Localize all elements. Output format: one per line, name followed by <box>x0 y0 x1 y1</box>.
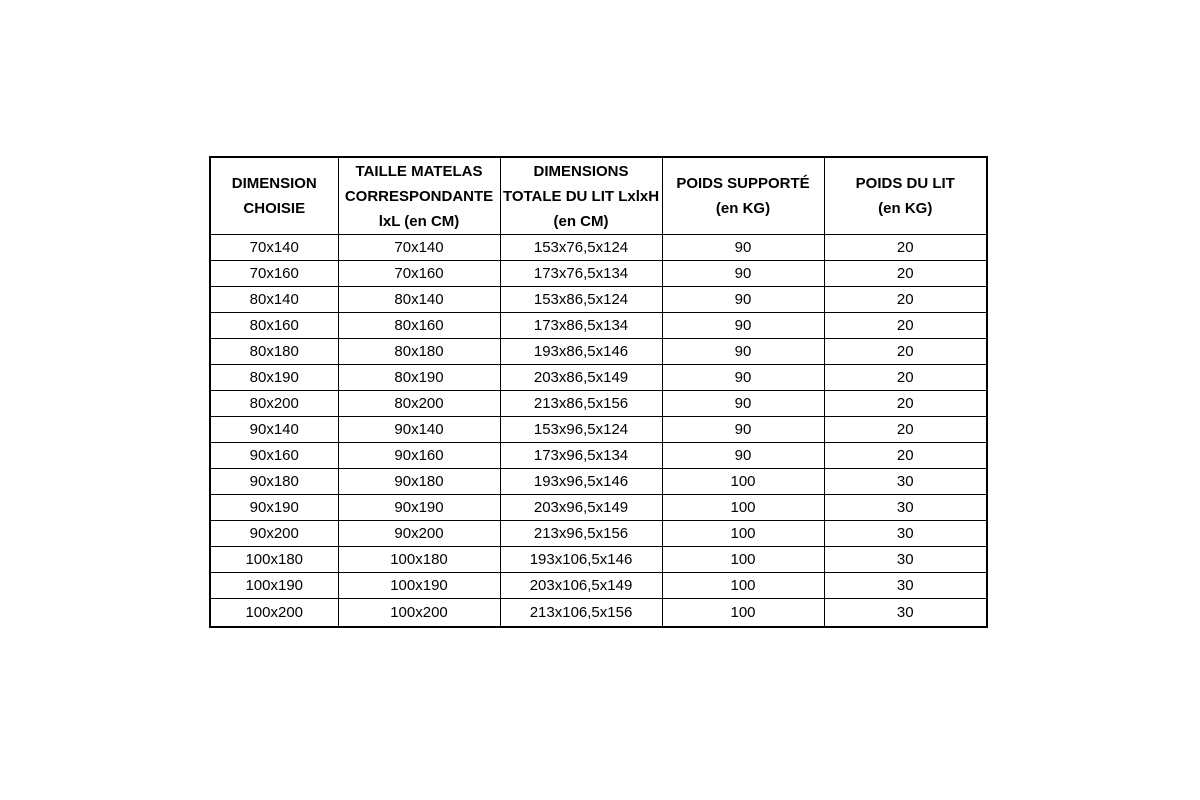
table-row <box>210 287 987 313</box>
header-line: (en KG) <box>715 200 771 217</box>
dimensions-totale-cell: 153x96,5x124 <box>500 417 662 443</box>
header-dimensions-totale <box>500 157 662 235</box>
dimension-choisie-cell: 90x200 <box>210 521 338 547</box>
taille-matelas-cell: 70x140 <box>338 235 500 261</box>
dimensions-totale-cell: 173x76,5x134 <box>500 261 662 287</box>
dimensions-totale-cell: 173x86,5x134 <box>500 313 662 339</box>
table-row <box>210 261 987 287</box>
poids-supporte-cell: 100 <box>662 495 824 521</box>
table-row <box>210 547 987 573</box>
taille-matelas-cell: 100x200 <box>338 599 500 628</box>
header-line: (en KG) <box>878 200 933 217</box>
dimension-choisie-cell: 100x180 <box>210 547 338 573</box>
poids-du-lit-cell: 20 <box>824 313 987 339</box>
poids-supporte-cell: 90 <box>662 235 824 261</box>
dimension-choisie-cell: 70x140 <box>210 235 338 261</box>
dimensions-totale-cell: 203x106,5x149 <box>500 573 662 599</box>
poids-du-lit-cell: 20 <box>824 261 987 287</box>
dimensions-totale-cell: 203x96,5x149 <box>500 495 662 521</box>
header-line: (en CM) <box>553 212 609 230</box>
poids-supporte-cell: 100 <box>662 573 824 599</box>
poids-du-lit-cell: 30 <box>824 495 987 521</box>
header-dimension-choisie <box>210 157 338 235</box>
dimensions-totale-cell: 153x76,5x124 <box>500 235 662 261</box>
poids-supporte-cell: 90 <box>662 287 824 313</box>
dimension-choisie-cell: 80x140 <box>210 287 338 313</box>
dimensions-totale-cell: 213x96,5x156 <box>500 521 662 547</box>
taille-matelas-cell: 90x160 <box>338 443 500 469</box>
poids-supporte-cell: 90 <box>662 339 824 365</box>
poids-supporte-cell: 100 <box>662 599 824 628</box>
header-line: lxL (en CM) <box>378 212 460 230</box>
dimension-choisie-cell: 90x160 <box>210 443 338 469</box>
poids-du-lit-cell: 20 <box>824 287 987 313</box>
taille-matelas-cell: 90x190 <box>338 495 500 521</box>
header-line: CHOISIE <box>243 200 306 217</box>
dimensions-totale-cell: 193x96,5x146 <box>500 469 662 495</box>
taille-matelas-cell: 70x160 <box>338 261 500 287</box>
header-row <box>210 157 987 235</box>
taille-matelas-cell: 80x200 <box>338 391 500 417</box>
poids-supporte-cell: 90 <box>662 261 824 287</box>
header-taille-matelas <box>338 157 500 235</box>
header-line: DIMENSION <box>231 175 317 192</box>
dimensions-totale-cell: 193x106,5x146 <box>500 547 662 573</box>
table-row <box>210 365 987 391</box>
dimensions-totale-cell: 213x86,5x156 <box>500 391 662 417</box>
dimension-choisie-cell: 80x160 <box>210 313 338 339</box>
taille-matelas-cell: 100x190 <box>338 573 500 599</box>
poids-supporte-cell: 90 <box>662 391 824 417</box>
poids-du-lit-cell: 30 <box>824 469 987 495</box>
dimension-choisie-cell: 100x200 <box>210 599 338 628</box>
dimension-choisie-cell: 90x180 <box>210 469 338 495</box>
poids-supporte-cell: 100 <box>662 521 824 547</box>
dimensions-totale-cell: 153x86,5x124 <box>500 287 662 313</box>
header-line: POIDS SUPPORTÉ <box>676 175 810 192</box>
dimension-choisie-cell: 90x140 <box>210 417 338 443</box>
taille-matelas-cell: 90x200 <box>338 521 500 547</box>
table-row <box>210 391 987 417</box>
taille-matelas-cell: 80x180 <box>338 339 500 365</box>
header-poids-du-lit <box>824 157 987 235</box>
dimension-choisie-cell: 90x190 <box>210 495 338 521</box>
poids-du-lit-cell: 20 <box>824 365 987 391</box>
dimension-choisie-cell: 70x160 <box>210 261 338 287</box>
table-row <box>210 521 987 547</box>
poids-supporte-cell: 100 <box>662 469 824 495</box>
taille-matelas-cell: 80x190 <box>338 365 500 391</box>
taille-matelas-cell: 80x160 <box>338 313 500 339</box>
poids-supporte-cell: 90 <box>662 417 824 443</box>
poids-supporte-cell: 90 <box>662 313 824 339</box>
poids-du-lit-cell: 20 <box>824 417 987 443</box>
poids-du-lit-cell: 30 <box>824 521 987 547</box>
dimensions-totale-cell: 213x106,5x156 <box>500 599 662 628</box>
header-line: POIDS DU LIT <box>855 175 955 192</box>
table-row <box>210 443 987 469</box>
header-line: CORRESPONDANTE <box>344 187 494 205</box>
poids-supporte-cell: 100 <box>662 547 824 573</box>
taille-matelas-cell: 100x180 <box>338 547 500 573</box>
dimension-choisie-cell: 80x180 <box>210 339 338 365</box>
table-row <box>210 417 987 443</box>
table-row <box>210 469 987 495</box>
bed-dimensions-table <box>209 156 988 628</box>
poids-du-lit-cell: 30 <box>824 547 987 573</box>
table-row <box>210 573 987 599</box>
poids-supporte-cell: 90 <box>662 365 824 391</box>
poids-du-lit-cell: 20 <box>824 339 987 365</box>
table-row <box>210 599 987 628</box>
header-line: TOTALE DU LIT LxlxH <box>502 187 660 205</box>
dimension-choisie-cell: 80x190 <box>210 365 338 391</box>
header-line: TAILLE MATELAS <box>355 162 483 180</box>
dimension-choisie-cell: 80x200 <box>210 391 338 417</box>
table-row <box>210 313 987 339</box>
poids-du-lit-cell: 20 <box>824 235 987 261</box>
table-row <box>210 235 987 261</box>
table-row <box>210 495 987 521</box>
dimensions-totale-cell: 203x86,5x149 <box>500 365 662 391</box>
table-body <box>210 235 987 628</box>
dimensions-totale-cell: 173x96,5x134 <box>500 443 662 469</box>
taille-matelas-cell: 80x140 <box>338 287 500 313</box>
dimensions-totale-cell: 193x86,5x146 <box>500 339 662 365</box>
header-poids-supporte <box>662 157 824 235</box>
header-line: DIMENSIONS <box>533 162 629 180</box>
poids-du-lit-cell: 20 <box>824 443 987 469</box>
table-row <box>210 339 987 365</box>
poids-du-lit-cell: 30 <box>824 573 987 599</box>
dimension-choisie-cell: 100x190 <box>210 573 338 599</box>
taille-matelas-cell: 90x180 <box>338 469 500 495</box>
poids-du-lit-cell: 30 <box>824 599 987 628</box>
poids-supporte-cell: 90 <box>662 443 824 469</box>
taille-matelas-cell: 90x140 <box>338 417 500 443</box>
poids-du-lit-cell: 20 <box>824 391 987 417</box>
